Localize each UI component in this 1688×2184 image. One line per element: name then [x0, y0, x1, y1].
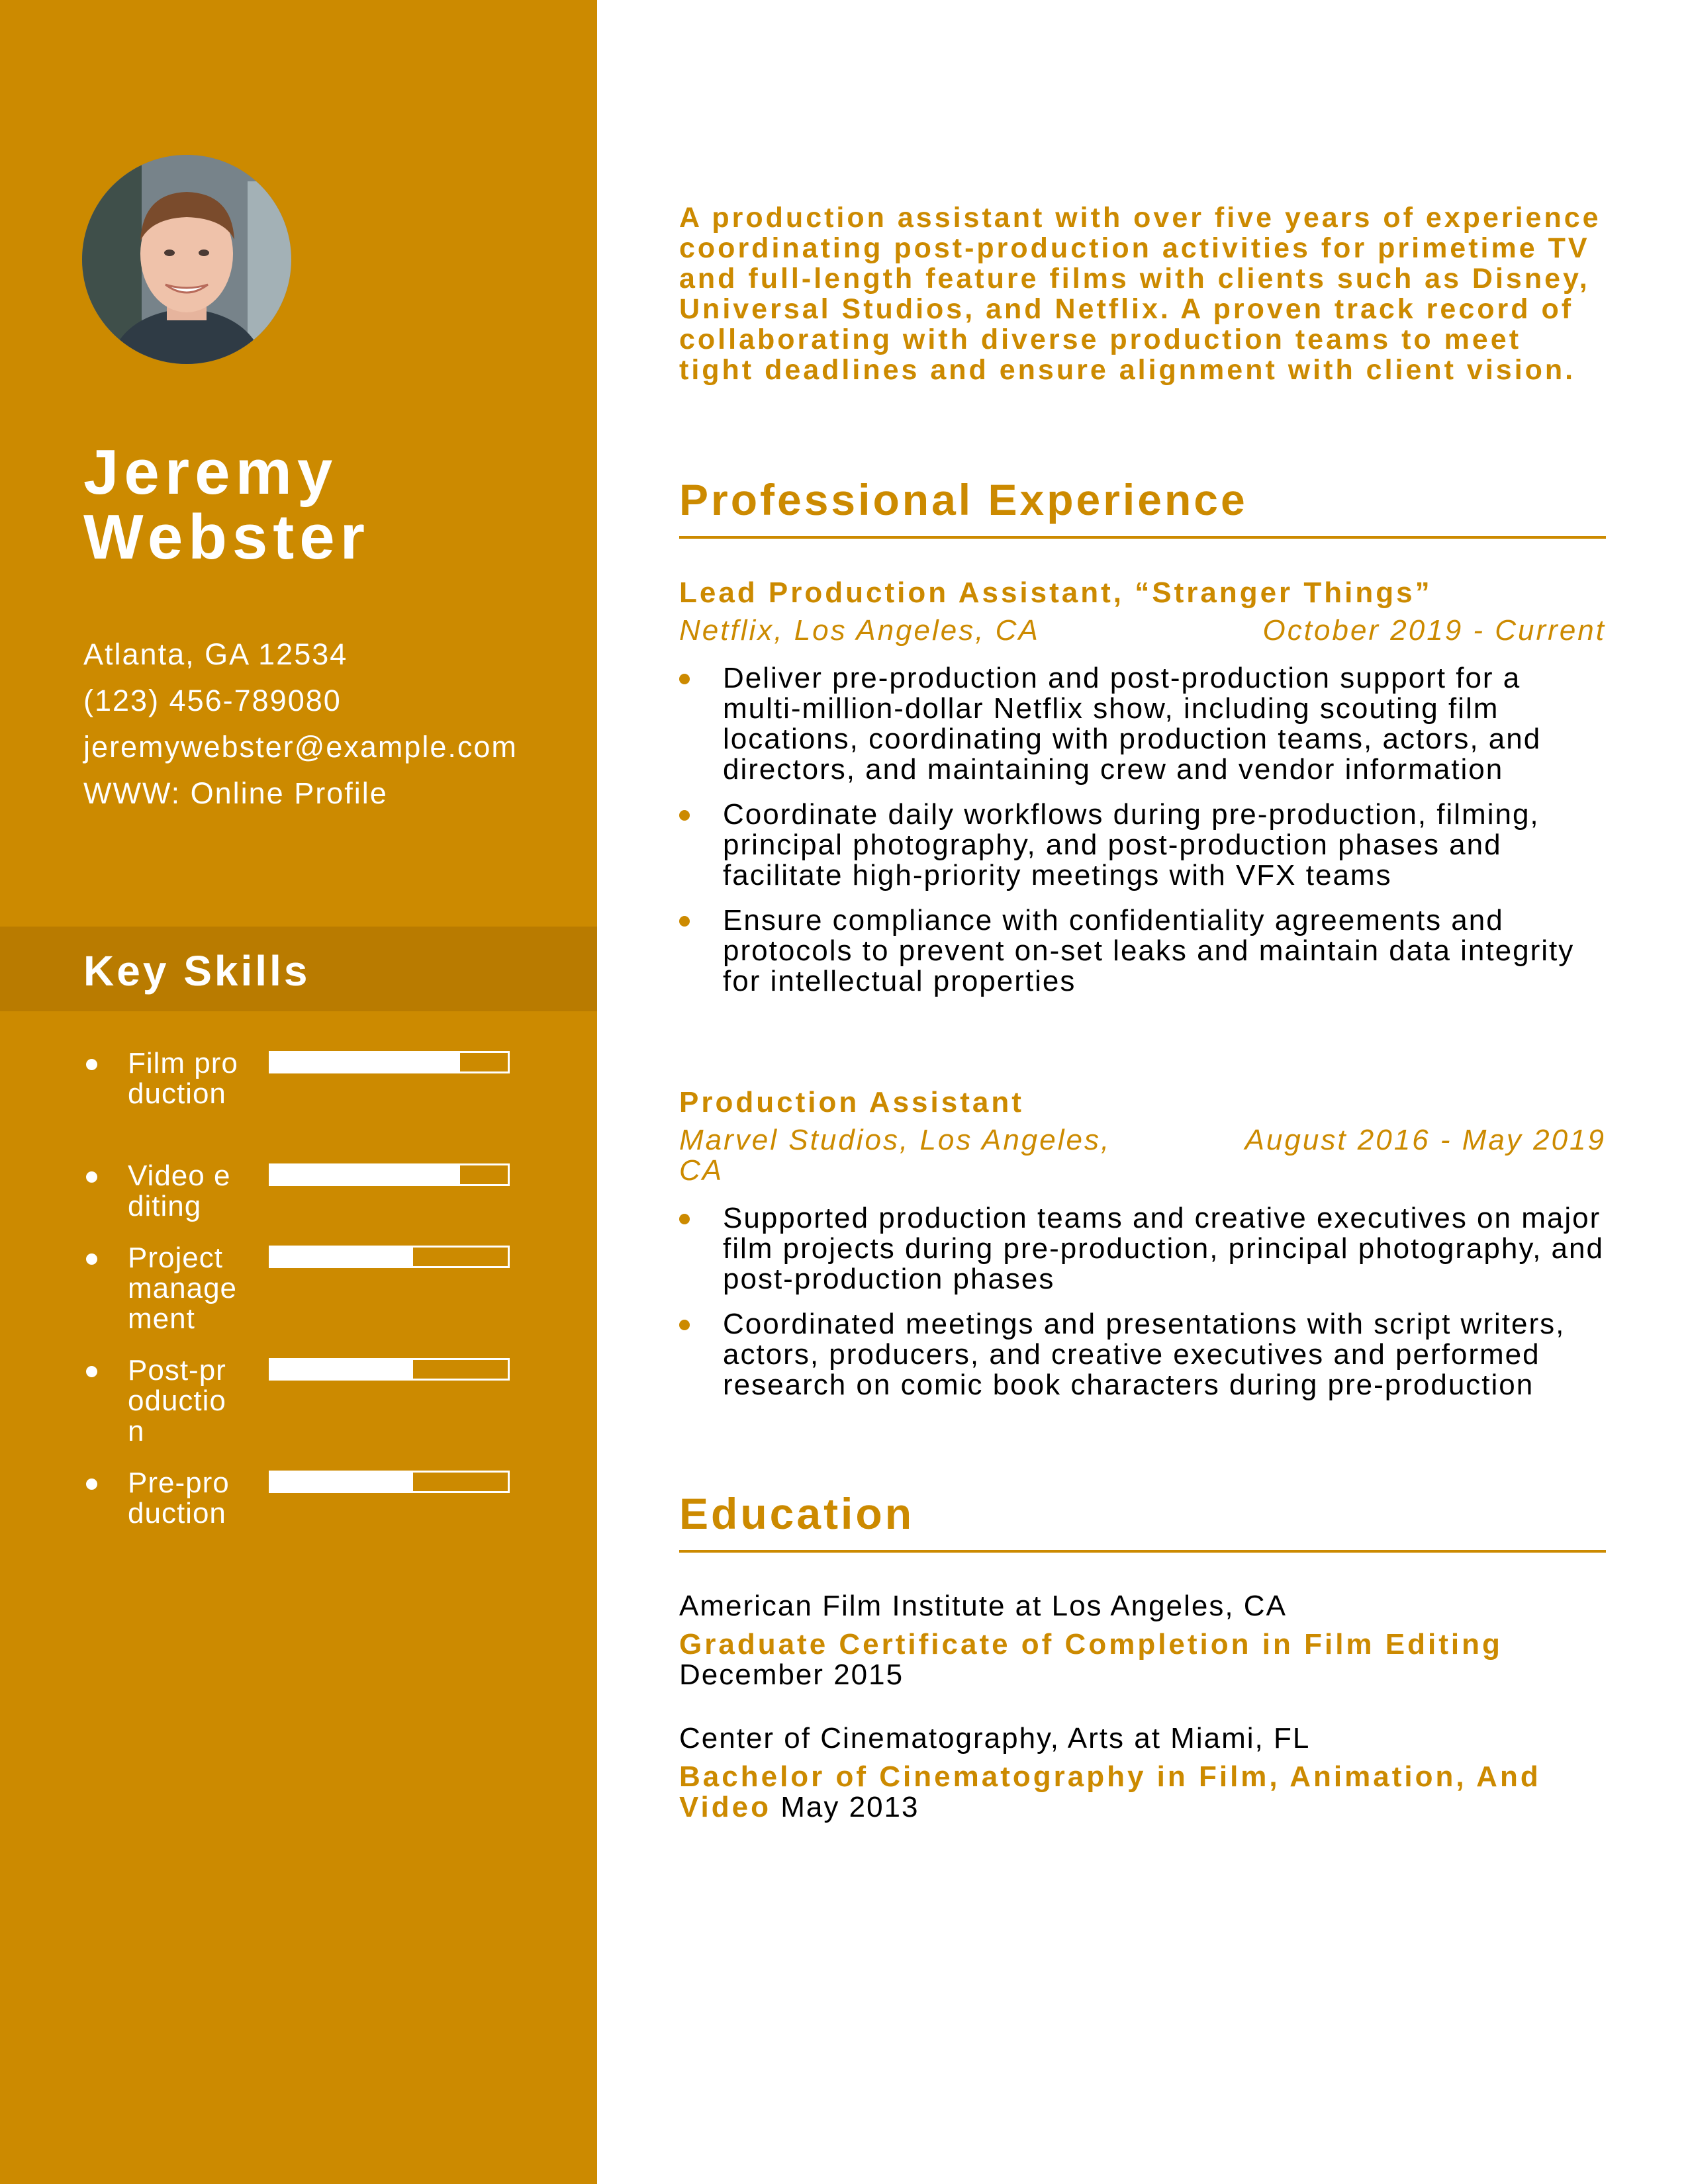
job-company: Marvel Studios, Los Angeles, CA — [679, 1124, 1111, 1187]
last-name: Webster — [83, 502, 371, 572]
education-date: May 2013 — [780, 1791, 919, 1823]
bullet-icon — [86, 1366, 97, 1377]
skill-label: Post-production — [128, 1354, 226, 1447]
job-bullet: Deliver pre-production and post-production support for a multi-million-dollar Netflix show, including scouting film locations, coordinating with production teams, actors, and directors, and maintaining crew and vendor information — [679, 663, 1606, 785]
education-heading: Education — [679, 1489, 1606, 1553]
bullet-icon — [86, 1253, 97, 1265]
job-bullet: Supported production teams and creative executives on major film projects during pre-production, principal photography, and post-production phases — [679, 1203, 1606, 1295]
job-company: Netflix, Los Angeles, CA — [679, 614, 1040, 647]
education-entry — [679, 1591, 1606, 1690]
education-entry — [679, 1723, 1606, 1823]
skill-level-bar — [269, 1471, 510, 1493]
skill-level-bar — [269, 1163, 510, 1186]
skill-level-bar — [269, 1246, 510, 1268]
skill-level-bar — [269, 1358, 510, 1381]
education-school: Center of Cinematography, Arts at Miami, FL — [679, 1722, 1311, 1754]
key-skills-header — [0, 927, 597, 1011]
skill-level-fill — [271, 1248, 413, 1266]
profile-photo-image — [82, 155, 291, 364]
education-degree: Graduate Certificate of Completion in Film Editing — [679, 1628, 1503, 1661]
contact-email[interactable]: jeremywebster@example.com — [83, 730, 518, 764]
education-degree-line — [679, 1762, 1606, 1823]
skill-level-fill — [271, 1165, 460, 1184]
contact-phone: (123) 456-789080 — [83, 684, 342, 717]
job-bullet: Coordinated meetings and presentations with script writers, actors, producers, and creative executives and performed research on comic book characters during pre-production — [679, 1309, 1606, 1400]
contact-location: Atlanta, GA 12534 — [83, 637, 348, 671]
professional-summary: A production assistant with over five years of experience coordinating post-production activities for primetime TV and full-length feature films with clients such as Disney, Universal Studios, and Netflix. A proven track record of collaborating with diverse production teams to meet tight deadlines and ensure alignment with client vision. — [679, 202, 1601, 386]
bullet-icon — [86, 1059, 97, 1070]
skill-label: Film production — [128, 1047, 238, 1110]
job-dates: October 2019 - Current — [1262, 614, 1606, 647]
job-dates: August 2016 - May 2019 — [1244, 1124, 1606, 1156]
bullet-icon — [86, 1171, 97, 1183]
candidate-name — [83, 437, 371, 572]
education-degree: Bachelor of Cinematography in Film, Animation, And Video — [679, 1760, 1541, 1823]
education-degree-line — [679, 1629, 1606, 1660]
first-name: Jeremy — [83, 437, 338, 508]
sidebar — [0, 0, 597, 2184]
job-title: Production Assistant — [679, 1086, 1024, 1118]
skill-level-fill — [271, 1360, 413, 1379]
education-date: December 2015 — [679, 1659, 904, 1691]
skill-level-fill — [271, 1473, 413, 1491]
skill-level-bar — [269, 1051, 510, 1073]
education-school: American Film Institute at Los Angeles, CA — [679, 1590, 1287, 1622]
job-bullet: Coordinate daily workflows during pre-production, filming, principal photography, and post-production phases and facilitate high-priority meetings with VFX teams — [679, 799, 1606, 891]
experience-heading: Professional Experience — [679, 475, 1606, 539]
skill-label: Video editing — [128, 1160, 231, 1222]
skill-level-fill — [271, 1053, 460, 1071]
contact-website-link[interactable]: WWW: Online Profile — [83, 776, 388, 810]
profile-photo — [82, 155, 291, 364]
key-skills-title: Key Skills — [83, 947, 310, 995]
job-bullets — [679, 1203, 1606, 1415]
job-bullets — [679, 663, 1606, 1011]
job-bullet: Ensure compliance with confidentiality agreements and protocols to prevent on-set leaks and maintain data integrity for intellectual properties — [679, 905, 1606, 997]
bullet-icon — [86, 1479, 97, 1490]
job-title: Lead Production Assistant, “Stranger Things” — [679, 576, 1432, 609]
skill-label: Project management — [128, 1242, 238, 1335]
contact-info — [83, 639, 520, 825]
skill-label: Pre-production — [128, 1467, 230, 1529]
